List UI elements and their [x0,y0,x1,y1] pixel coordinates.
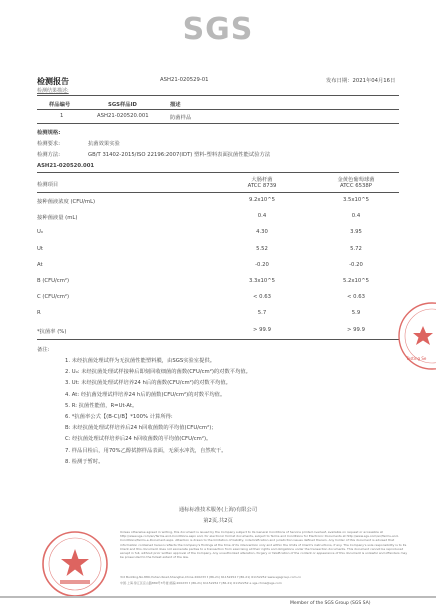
requirement-label: 检测要求: [37,141,60,147]
footer-member: Member of the SGS Group (SGS SA) [290,601,371,606]
method-value: GB/T 31402-2015/ISO 22196:2007(IDT) 塑料-塑料表面抗菌性能试验方法 [88,152,271,158]
result-row-label: U₀ [37,229,44,236]
divider [37,95,399,96]
col-ecoli-strain: ATCC 8739 [247,183,277,189]
footer-bar [0,596,436,598]
sample-id: ASH21-020520.001 [97,113,149,119]
note-item: 8. 检测于暂时。 [65,458,104,465]
divider [37,192,399,193]
note-item: 2. U₀: 未经抗菌处理试样接种后即刻回收细菌的菌数(CFU/cm²)的对数平均值。 [65,369,251,376]
note-item: 1. 未经抗菌处理试样为无抗菌性能塑料膜，由SGS实验室提供。 [65,358,215,364]
result-value-ecoli: 9.2x10^5 [248,197,276,203]
notes-label: 备注: [37,347,50,353]
result-value-ecoli: 4.30 [256,229,268,236]
result-value-saureus: 0.4 [351,213,361,220]
col-saureus-name: 金黄色葡萄球菌 [337,177,375,183]
note-item: B: 未经抗菌处理试样培养后24 h回收菌数的平均值(CFU/cm²)； [65,425,217,432]
result-value-ecoli: 3.3x10^5 [248,278,276,284]
note-item: C: 经抗菌处理试样培养后24 h回收菌数的平均值(CFU/cm²)。 [65,436,212,443]
footer-address-en: 3rd Building,No.889,Yishan Road,Shanghai,China 200233 t (86-21) 61152252 f (86-21) 61152252 www.sgsgroup.com.cn [120,575,302,579]
test-section-title: 检测规格: [37,130,61,136]
note-item: 7. 样品目检后，用70%乙醇拭擦样品表面，无须水冲洗，自然吹干。 [65,447,227,454]
col-item-header: 检测项目 [37,182,59,188]
result-value-saureus: 5.2x10^5 [342,278,370,284]
result-value-saureus: 3.5x10^5 [342,197,370,203]
official-seal-left [40,529,110,599]
result-value-ecoli: < 0.63 [253,294,271,301]
sample-header-desc: 描述 [170,102,181,108]
result-row-label: *抗菌率 (%) [37,328,67,335]
col-ecoli-name: 大肠杆菌 [251,177,273,183]
result-value-ecoli: 5.52 [256,245,268,252]
result-row-label: At [37,261,43,268]
sample-desc: 防菌样品 [170,115,192,121]
result-value-ecoli: 5.7 [257,310,267,317]
requirement-value: 抗菌效果实验 [88,141,120,147]
footer-disclaimer: Unless otherwise agreed in writing, this document is issued by the Company subject to its General Conditions of Service printed overleaf, available on request or accessible at http://www.sgs.com/en/Terms-and-Conditions.aspx and, for electronic format documents, subject to Terms and Conditions for Electronic Documents at http://www.sgs.com/en/Terms-and-Conditions/Terms-e-Document.aspx. Attention is drawn to the limitation of liability, indemnification and jurisdiction issues defined therein. Any holder of this document is advised that information contained hereon reflects the Company's findings at the time of its intervention only and within the limits of Client's instructions, if any. The Company's sole responsibility is to its Client and this document does not exonerate parties to a transaction from exercising all their rights and obligations under the transaction documents. This document cannot be reproduced except in full, without prior written approval of the Company. Any unauthorized alteration, forgery or falsification of the content or appearance of this document is unlawful and offenders may be prosecuted to the fullest extent of the law. [120,530,408,560]
result-value-saureus: 5.9 [351,310,361,317]
sample-no: 1 [60,113,64,119]
official-seal-right [396,296,436,376]
result-value-ecoli: > 99.9 [253,326,271,333]
result-row-label: R [37,310,41,317]
divider [37,109,399,110]
result-row-label: 接种菌液量 (mL) [37,215,78,222]
divider [37,339,399,340]
note-item: 6. *抗菌率公式【(B-C)/B】*100% 计算所得: [65,414,173,420]
footer-page: 第2页,共2页 [203,518,233,524]
result-sample-id: ASH21-020520.001 [37,163,95,169]
report-title: 检测报告 [37,77,69,86]
result-row-label: Ut [37,245,43,252]
svg-text:Testing Se: Testing Se [406,356,427,361]
report-date: 发布日期：2021年04月16日 [326,78,396,84]
note-item: 3. Ut: 未经抗菌处理试样培养24 h后的菌数(CFU/cm²)的对数平均值。 [65,380,231,387]
result-row-label: 接种菌液浓度 (CFU/mL) [37,199,96,205]
result-value-saureus: > 99.9 [347,326,365,333]
divider [37,123,399,124]
note-item: 4. At: 经抗菌处理试样培养24 h后的菌数(CFU/cm²)的对数平均值。 [65,391,226,398]
result-value-saureus: 5.72 [350,245,362,252]
sample-header-no: 样品编号 [49,102,71,108]
col-saureus-strain: ATCC 6538P [340,183,372,189]
footer-address-cn: 中国·上海·徐汇区宜山路889号3号楼 邮编:200233 t (86-21) 61152252 f (86-21) 61152252 e sgs.china@sgs.com [120,581,282,585]
result-row-label: B (CFU/cm²) [37,278,70,284]
note-item: 5. R: 抗菌性能值，R=Ut-At。 [65,402,138,409]
footer-company: 通标标准技术服务(上海)有限公司 [178,507,258,513]
method-label: 检测方法: [37,152,60,158]
divider [37,172,399,173]
report-number: ASH21-020529-01 [160,77,209,83]
result-value-ecoli: 0.4 [257,213,267,220]
result-row-label: C (CFU/cm²) [37,294,70,301]
result-value-saureus: < 0.63 [347,294,365,301]
report-subtitle: 检测结果描述: [37,88,69,94]
result-value-saureus: -0.20 [349,261,363,268]
sgs-logo: SGS [182,12,254,47]
sample-header-id: SGS样品ID [108,102,137,108]
result-value-ecoli: -0.20 [255,261,269,268]
result-value-saureus: 3.95 [350,229,362,236]
